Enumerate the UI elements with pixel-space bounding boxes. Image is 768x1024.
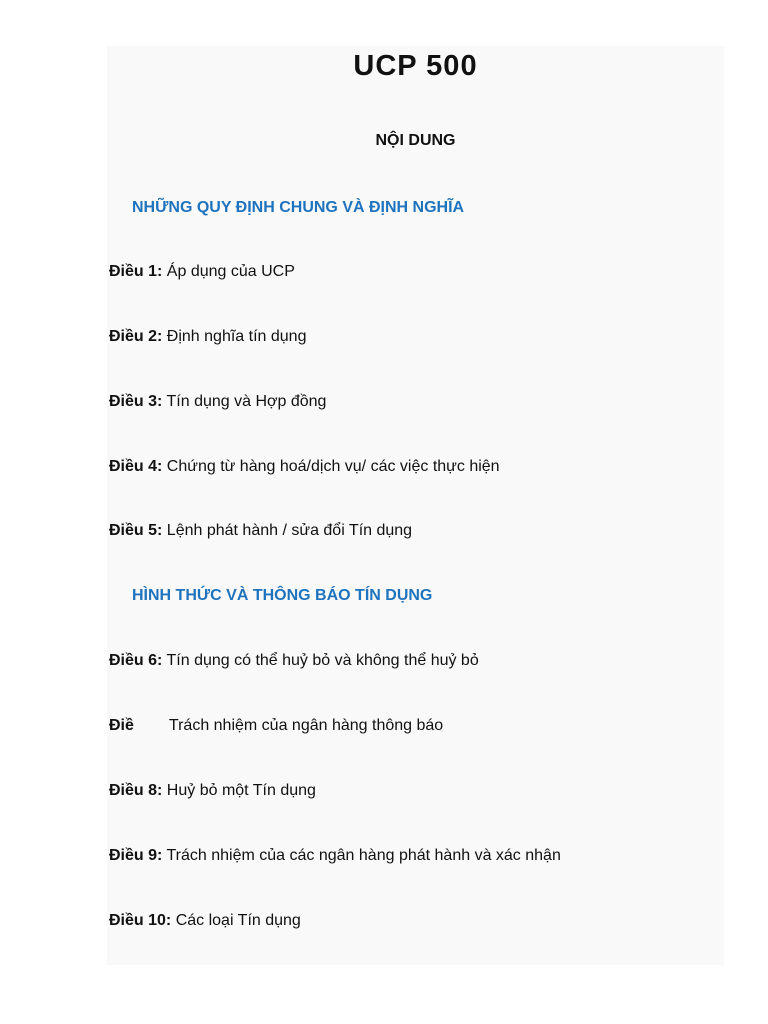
- section-heading-form: HÌNH THỨC VÀ THÔNG BÁO TÍN DỤNG: [132, 587, 433, 604]
- article-title: Lệnh phát hành / sửa đổi Tín dụng: [166, 522, 413, 539]
- article-title: Tín dụng và Hợp đồng: [166, 393, 327, 410]
- article-title: Áp dụng của UCP: [166, 263, 295, 280]
- article-3: [109, 393, 326, 411]
- article-number: Điều 5:: [109, 522, 163, 539]
- article-title: Chứng từ hàng hoá/dịch vụ/ các việc thực hiện: [166, 458, 500, 475]
- article-6: [109, 652, 479, 670]
- article-number: Điều 2:: [109, 328, 163, 345]
- article-2: [109, 328, 306, 346]
- article-number: Điề: [109, 717, 134, 734]
- article-number: Điều 9:: [109, 847, 163, 864]
- article-number: Điều 8:: [109, 782, 163, 799]
- article-title: Trách nhiệm của ngân hàng thông báo: [168, 717, 444, 734]
- article-5: [109, 522, 412, 540]
- document-page: [107, 46, 724, 965]
- article-9: [109, 847, 561, 865]
- document-title: [107, 46, 724, 86]
- section-heading-general: NHỮNG QUY ĐỊNH CHUNG VÀ ĐỊNH NGHĨA: [132, 199, 465, 216]
- article-number: Điều 10:: [109, 912, 172, 929]
- article-title: Tín dụng có thể huỷ bỏ và không thể huỷ bỏ: [166, 652, 479, 669]
- article-8: [109, 782, 316, 800]
- article-number: Điều 1:: [109, 263, 163, 280]
- article-title: Các loại Tín dụng: [175, 912, 301, 929]
- article-title: Huỷ bỏ một Tín dụng: [166, 782, 316, 799]
- article-1: [109, 263, 295, 281]
- article-number: Điều 4:: [109, 458, 163, 475]
- article-number: Điều 3:: [109, 393, 163, 410]
- article-7: [109, 717, 443, 735]
- article-10: [109, 912, 301, 930]
- article-number: Điều 6:: [109, 652, 163, 669]
- article-title: Định nghĩa tín dụng: [166, 328, 307, 345]
- document-title-text: UCP 500: [353, 50, 478, 82]
- article-4: [109, 458, 500, 476]
- article-title: Trách nhiệm của các ngân hàng phát hành và xác nhận: [166, 847, 561, 864]
- contents-heading: NỘI DUNG: [375, 132, 456, 149]
